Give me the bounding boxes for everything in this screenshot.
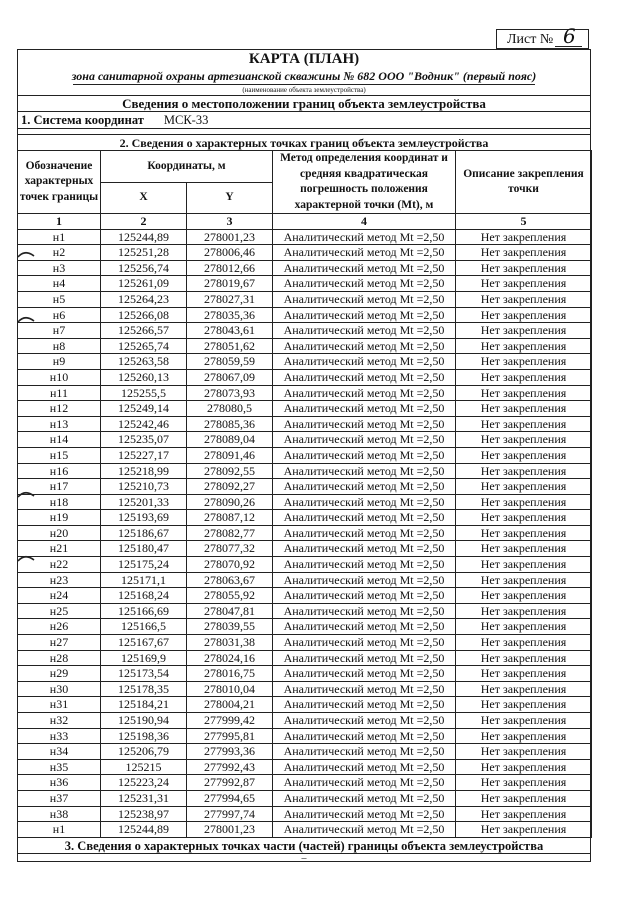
coord-x: 125238,97 — [101, 806, 187, 822]
coord-y: 277997,74 — [187, 806, 273, 822]
coord-x: 125166,5 — [101, 619, 187, 635]
coordinate-system — [21, 113, 208, 128]
point-name: н35 — [18, 759, 101, 775]
point-name: н4 — [18, 276, 101, 292]
fixing-cell: Нет закрепления — [456, 822, 592, 838]
coord-x: 125260,13 — [101, 369, 187, 385]
boundary-points-table — [17, 150, 592, 838]
point-name: н3 — [18, 260, 101, 276]
coord-y: 278063,67 — [187, 572, 273, 588]
method-cell: Аналитический метод Mt =2,50 — [273, 728, 456, 744]
table-row — [18, 432, 592, 448]
column-index: 2 — [101, 214, 187, 230]
coord-x: 125193,69 — [101, 510, 187, 526]
table-row — [18, 276, 592, 292]
method-cell: Аналитический метод Mt =2,50 — [273, 572, 456, 588]
point-name: н12 — [18, 401, 101, 417]
fixing-cell: Нет закрепления — [456, 525, 592, 541]
table-row — [18, 619, 592, 635]
point-name: н15 — [18, 447, 101, 463]
fixing-cell: Нет закрепления — [456, 323, 592, 339]
point-name: н1 — [18, 229, 101, 245]
coord-y: 278001,23 — [187, 822, 273, 838]
coord-x: 125173,54 — [101, 666, 187, 682]
method-cell: Аналитический метод Mt =2,50 — [273, 525, 456, 541]
method-cell: Аналитический метод Mt =2,50 — [273, 510, 456, 526]
coord-y: 278027,31 — [187, 291, 273, 307]
method-cell: Аналитический метод Mt =2,50 — [273, 697, 456, 713]
fixing-cell: Нет закрепления — [456, 260, 592, 276]
point-name: н25 — [18, 603, 101, 619]
section1-title: Сведения о местоположении границ объекта землеустройства — [122, 96, 486, 111]
method-cell: Аналитический метод Mt =2,50 — [273, 806, 456, 822]
coord-x: 125218,99 — [101, 463, 187, 479]
pen-mark-icon — [17, 554, 35, 562]
coord-y: 278085,36 — [187, 416, 273, 432]
coord-x: 125178,35 — [101, 681, 187, 697]
point-name: н23 — [18, 572, 101, 588]
coord-x: 125168,24 — [101, 588, 187, 604]
table-row — [18, 401, 592, 417]
coord-x: 125256,74 — [101, 260, 187, 276]
coord-y: 277999,42 — [187, 713, 273, 729]
column-index: 1 — [18, 214, 101, 230]
table-row — [18, 323, 592, 339]
fixing-cell: Нет закрепления — [456, 416, 592, 432]
table-row — [18, 666, 592, 682]
point-name: н13 — [18, 416, 101, 432]
method-cell: Аналитический метод Mt =2,50 — [273, 635, 456, 651]
method-cell: Аналитический метод Mt =2,50 — [273, 307, 456, 323]
coord-x: 125231,31 — [101, 790, 187, 806]
fixing-cell: Нет закрепления — [456, 806, 592, 822]
coord-y: 278070,92 — [187, 557, 273, 573]
sheet-number-underline — [555, 46, 582, 47]
point-name: н27 — [18, 635, 101, 651]
coord-y: 277992,87 — [187, 775, 273, 791]
page-title: КАРТА (ПЛАН) — [248, 51, 360, 67]
table-row — [18, 525, 592, 541]
pen-mark-icon — [17, 250, 35, 258]
fixing-cell: Нет закрепления — [456, 479, 592, 495]
coord-y: 278055,92 — [187, 588, 273, 604]
coord-y: 278082,77 — [187, 525, 273, 541]
method-cell: Аналитический метод Mt =2,50 — [273, 557, 456, 573]
table-row — [18, 557, 592, 573]
coord-y: 277994,65 — [187, 790, 273, 806]
fixing-cell: Нет закрепления — [456, 744, 592, 760]
sheet-number-box — [496, 24, 589, 49]
fixing-cell: Нет закрепления — [456, 510, 592, 526]
table-row — [18, 681, 592, 697]
coord-x: 125169,9 — [101, 650, 187, 666]
fixing-cell: Нет закрепления — [456, 307, 592, 323]
divider — [18, 134, 590, 135]
fixing-cell: Нет закрепления — [456, 588, 592, 604]
coordinate-system-value: МСК-33 — [163, 113, 209, 127]
method-cell: Аналитический метод Mt =2,50 — [273, 229, 456, 245]
fixing-cell: Нет закрепления — [456, 728, 592, 744]
point-name: н19 — [18, 510, 101, 526]
coord-y: 278031,38 — [187, 635, 273, 651]
method-cell: Аналитический метод Mt =2,50 — [273, 775, 456, 791]
fixing-cell: Нет закрепления — [456, 775, 592, 791]
coord-y: 278091,46 — [187, 447, 273, 463]
sheet-label: Лист № — [507, 32, 554, 47]
coord-y: 278024,16 — [187, 650, 273, 666]
fixing-cell: Нет закрепления — [456, 229, 592, 245]
coord-y: 278087,12 — [187, 510, 273, 526]
pen-mark-icon — [17, 315, 35, 323]
coord-y: 278016,75 — [187, 666, 273, 682]
point-name: н5 — [18, 291, 101, 307]
fixing-cell: Нет закрепления — [456, 385, 592, 401]
table-row — [18, 260, 592, 276]
coord-y: 278035,36 — [187, 307, 273, 323]
fixing-cell: Нет закрепления — [456, 401, 592, 417]
method-cell: Аналитический метод Mt =2,50 — [273, 338, 456, 354]
coord-x: 125265,74 — [101, 338, 187, 354]
point-name: н33 — [18, 728, 101, 744]
fixing-cell: Нет закрепления — [456, 572, 592, 588]
coord-x: 125210,73 — [101, 479, 187, 495]
coord-y: 277995,81 — [187, 728, 273, 744]
table-row — [18, 572, 592, 588]
coord-x: 125264,23 — [101, 291, 187, 307]
coord-x: 125180,47 — [101, 541, 187, 557]
coord-y: 278090,26 — [187, 494, 273, 510]
object-name: зона санитарной охраны артезианской скважины № 682 ООО "Водник" (первый пояс) — [71, 69, 537, 83]
coord-x: 125166,69 — [101, 603, 187, 619]
table-row — [18, 354, 592, 370]
point-name: н7 — [18, 323, 101, 339]
coord-x: 125186,67 — [101, 525, 187, 541]
table-row — [18, 229, 592, 245]
table-row — [18, 713, 592, 729]
fixing-cell: Нет закрепления — [456, 666, 592, 682]
method-cell: Аналитический метод Mt =2,50 — [273, 619, 456, 635]
coord-x: 125167,67 — [101, 635, 187, 651]
divider — [18, 837, 590, 838]
point-name: н17 — [18, 479, 101, 495]
method-cell: Аналитический метод Mt =2,50 — [273, 666, 456, 682]
coord-x: 125227,17 — [101, 447, 187, 463]
point-name: н24 — [18, 588, 101, 604]
point-name: н16 — [18, 463, 101, 479]
point-name: н9 — [18, 354, 101, 370]
table-row — [18, 775, 592, 791]
column-index: 3 — [187, 214, 273, 230]
fixing-cell: Нет закрепления — [456, 759, 592, 775]
point-name: н20 — [18, 525, 101, 541]
table-row — [18, 759, 592, 775]
table-row — [18, 338, 592, 354]
point-name: н11 — [18, 385, 101, 401]
header-x: X — [101, 182, 187, 214]
divider — [18, 128, 590, 129]
map-plan-frame — [17, 49, 591, 862]
coord-y: 278080,5 — [187, 401, 273, 417]
table-row — [18, 385, 592, 401]
point-name: н34 — [18, 744, 101, 760]
coord-x: 125266,57 — [101, 323, 187, 339]
coord-y: 278001,23 — [187, 229, 273, 245]
coord-x: 125244,89 — [101, 822, 187, 838]
fixing-cell: Нет закрепления — [456, 557, 592, 573]
divider — [18, 111, 590, 112]
column-index: 5 — [456, 214, 592, 230]
sheet-number: 6 — [563, 24, 576, 48]
method-cell: Аналитический метод Mt =2,50 — [273, 432, 456, 448]
point-name: н14 — [18, 432, 101, 448]
method-cell: Аналитический метод Mt =2,50 — [273, 744, 456, 760]
method-cell: Аналитический метод Mt =2,50 — [273, 479, 456, 495]
method-cell: Аналитический метод Mt =2,50 — [273, 588, 456, 604]
point-name: н38 — [18, 806, 101, 822]
point-name: н28 — [18, 650, 101, 666]
point-name: н8 — [18, 338, 101, 354]
fixing-cell: Нет закрепления — [456, 681, 592, 697]
coord-x: 125263,58 — [101, 354, 187, 370]
object-name-note: (наименование объекта землеустройства) — [242, 86, 366, 94]
method-cell: Аналитический метод Mt =2,50 — [273, 650, 456, 666]
table-row — [18, 588, 592, 604]
coord-x: 125266,08 — [101, 307, 187, 323]
coord-y: 278039,55 — [187, 619, 273, 635]
coord-y: 278047,81 — [187, 603, 273, 619]
coord-x: 125190,94 — [101, 713, 187, 729]
coord-y: 278059,59 — [187, 354, 273, 370]
point-name: н31 — [18, 697, 101, 713]
table-row — [18, 479, 592, 495]
coord-y: 278092,55 — [187, 463, 273, 479]
point-name: н26 — [18, 619, 101, 635]
method-cell: Аналитический метод Mt =2,50 — [273, 494, 456, 510]
coord-x: 125235,07 — [101, 432, 187, 448]
coord-x: 125223,24 — [101, 775, 187, 791]
coord-y: 278092,27 — [187, 479, 273, 495]
coord-x: 125242,46 — [101, 416, 187, 432]
method-cell: Аналитический метод Mt =2,50 — [273, 447, 456, 463]
coord-y: 278089,04 — [187, 432, 273, 448]
fixing-cell: Нет закрепления — [456, 369, 592, 385]
table-row — [18, 806, 592, 822]
section2-title: 2. Сведения о характерных точках границ объекта землеустройства — [119, 136, 489, 150]
coord-x: 125201,33 — [101, 494, 187, 510]
object-name-underline — [73, 84, 535, 85]
method-cell: Аналитический метод Mt =2,50 — [273, 291, 456, 307]
coord-x: 125251,28 — [101, 245, 187, 261]
column-index: 4 — [273, 214, 456, 230]
coord-y: 278073,93 — [187, 385, 273, 401]
point-name: н22 — [18, 557, 101, 573]
method-cell: Аналитический метод Mt =2,50 — [273, 401, 456, 417]
section3-title: 3. Сведения о характерных точках части (частей) границы объекта землеустройства — [64, 839, 544, 853]
point-name: н29 — [18, 666, 101, 682]
fixing-cell: Нет закрепления — [456, 494, 592, 510]
fixing-cell: Нет закрепления — [456, 697, 592, 713]
method-cell: Аналитический метод Mt =2,50 — [273, 822, 456, 838]
method-cell: Аналитический метод Mt =2,50 — [273, 354, 456, 370]
header-y: Y — [187, 182, 273, 214]
pen-mark-icon — [17, 490, 35, 498]
fixing-cell: Нет закрепления — [456, 603, 592, 619]
table-row — [18, 510, 592, 526]
fixing-cell: Нет закрепления — [456, 635, 592, 651]
point-name: н30 — [18, 681, 101, 697]
fixing-cell: Нет закрепления — [456, 463, 592, 479]
coord-x: 125215 — [101, 759, 187, 775]
method-cell: Аналитический метод Mt =2,50 — [273, 759, 456, 775]
coord-x: 125244,89 — [101, 229, 187, 245]
table-row — [18, 494, 592, 510]
table-row — [18, 728, 592, 744]
table-row — [18, 822, 592, 838]
coord-y: 277993,36 — [187, 744, 273, 760]
fixing-cell: Нет закрепления — [456, 338, 592, 354]
coord-y: 278004,21 — [187, 697, 273, 713]
fixing-cell: Нет закрепления — [456, 541, 592, 557]
coord-y: 278067,09 — [187, 369, 273, 385]
method-cell: Аналитический метод Mt =2,50 — [273, 369, 456, 385]
method-cell: Аналитический метод Mt =2,50 — [273, 790, 456, 806]
fixing-cell: Нет закрепления — [456, 790, 592, 806]
point-name: н10 — [18, 369, 101, 385]
fixing-cell: Нет закрепления — [456, 276, 592, 292]
method-cell: Аналитический метод Mt =2,50 — [273, 603, 456, 619]
method-cell: Аналитический метод Mt =2,50 — [273, 416, 456, 432]
method-cell: Аналитический метод Mt =2,50 — [273, 541, 456, 557]
fixing-cell: Нет закрепления — [456, 619, 592, 635]
point-name: н1 — [18, 822, 101, 838]
coord-y: 278010,04 — [187, 681, 273, 697]
header-coords: Координаты, м — [101, 151, 273, 183]
table-row — [18, 697, 592, 713]
fixing-cell: Нет закрепления — [456, 650, 592, 666]
table-row — [18, 603, 592, 619]
method-cell: Аналитический метод Mt =2,50 — [273, 260, 456, 276]
point-name: н32 — [18, 713, 101, 729]
fixing-cell: Нет закрепления — [456, 432, 592, 448]
table-row — [18, 307, 592, 323]
point-name: н36 — [18, 775, 101, 791]
table-row — [18, 447, 592, 463]
point-name: н21 — [18, 541, 101, 557]
header-fixing: Описание закрепления точки — [456, 151, 592, 214]
method-cell: Аналитический метод Mt =2,50 — [273, 323, 456, 339]
table-row — [18, 744, 592, 760]
header-point: Обозначение характерных точек границы — [18, 151, 101, 214]
coord-y: 278012,66 — [187, 260, 273, 276]
fixing-cell: Нет закрепления — [456, 354, 592, 370]
fixing-cell: Нет закрепления — [456, 291, 592, 307]
table-row — [18, 245, 592, 261]
point-name: н6 — [18, 307, 101, 323]
fixing-cell: Нет закрепления — [456, 447, 592, 463]
coord-x: 125249,14 — [101, 401, 187, 417]
point-name: н18 — [18, 494, 101, 510]
coord-x: 125184,21 — [101, 697, 187, 713]
table-row — [18, 650, 592, 666]
point-name: н37 — [18, 790, 101, 806]
method-cell: Аналитический метод Mt =2,50 — [273, 713, 456, 729]
point-name: н2 — [18, 245, 101, 261]
table-row — [18, 416, 592, 432]
table-row — [18, 635, 592, 651]
table-row — [18, 541, 592, 557]
coord-y: 278043,61 — [187, 323, 273, 339]
coord-x: 125206,79 — [101, 744, 187, 760]
coord-y: 278077,32 — [187, 541, 273, 557]
method-cell: Аналитический метод Mt =2,50 — [273, 385, 456, 401]
table-row — [18, 463, 592, 479]
table-row — [18, 369, 592, 385]
coord-x: 125255,5 — [101, 385, 187, 401]
fixing-cell: Нет закрепления — [456, 245, 592, 261]
method-cell: Аналитический метод Mt =2,50 — [273, 681, 456, 697]
fixing-cell: Нет закрепления — [456, 713, 592, 729]
coord-y: 278051,62 — [187, 338, 273, 354]
coord-y: 277992,43 — [187, 759, 273, 775]
coordinate-system-label: 1. Система координат — [21, 113, 144, 127]
method-cell: Аналитический метод Mt =2,50 — [273, 245, 456, 261]
method-cell: Аналитический метод Mt =2,50 — [273, 463, 456, 479]
coord-x: 125198,36 — [101, 728, 187, 744]
coord-y: 278006,46 — [187, 245, 273, 261]
coord-y: 278019,67 — [187, 276, 273, 292]
method-cell: Аналитический метод Mt =2,50 — [273, 276, 456, 292]
table-row — [18, 790, 592, 806]
coord-x: 125171,1 — [101, 572, 187, 588]
header-method: Метод определения координат и средняя квадратическая погрешность положения характерной точки (Mt), м — [273, 151, 456, 214]
table-row — [18, 291, 592, 307]
coord-x: 125261,09 — [101, 276, 187, 292]
section3-empty: – — [301, 853, 307, 864]
coord-x: 125175,24 — [101, 557, 187, 573]
